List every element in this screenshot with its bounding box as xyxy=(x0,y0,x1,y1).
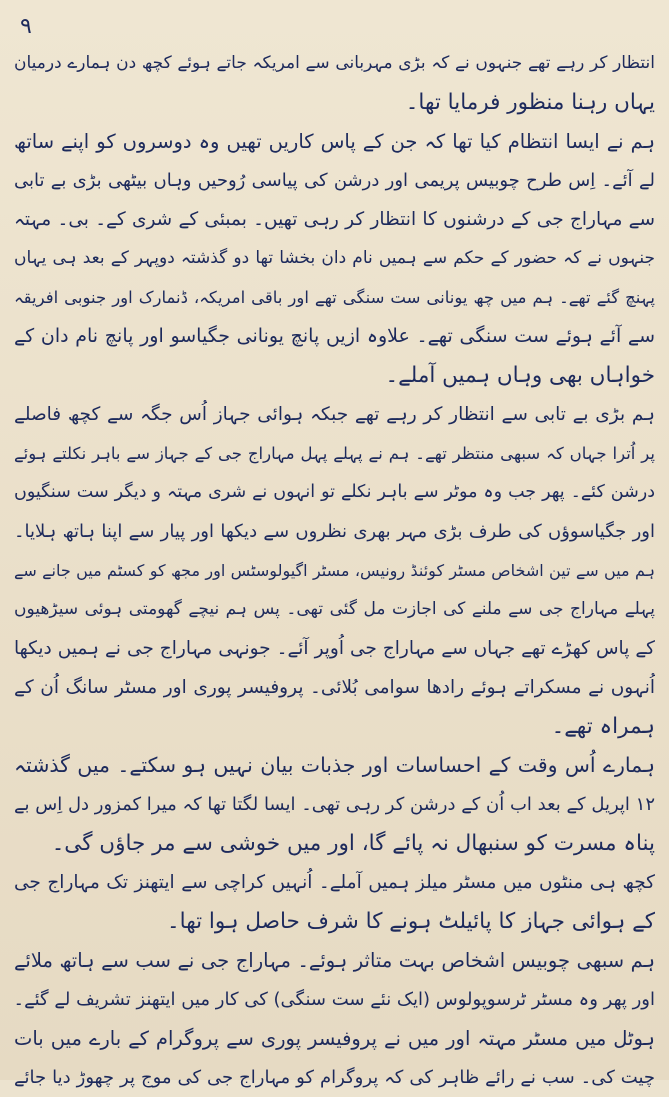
body-text xyxy=(14,44,655,1097)
text-line: کے پاس کھڑے تھے جہاں سے مہاراج جی اُوپر آئے۔ جونہی مہاراج جی نے ہمیں دیکھا xyxy=(14,638,655,659)
text-line: جنہوں نے کہ حضور کے حکم سے ہمیں نام دان بخشا تھا دو گذشتہ دوپہر کے بعد ہی یہاں xyxy=(14,248,655,268)
text-line: اور پھر وہ مسٹر ٹرسوپولوس (ایک نئے ست سنگی) کی کار میں ایتھنز تشریف لے گئے۔ xyxy=(14,989,655,1010)
page-number: ۹ xyxy=(20,14,32,39)
text-line: کچھ ہی منٹوں میں مسٹر میلز ہمیں آملے۔ اُنہیں کراچی سے ایتھنز تک مہاراج جی xyxy=(14,872,655,893)
text-line: چیت کی۔ سب نے رائے ظاہر کی کہ پروگرام کو مہاراج جی کی موج پر چھوڑ دیا جائے xyxy=(14,1067,655,1088)
text-line: ہمارے اُس وقت کے احساسات اور جذبات بیان نہیں ہو سکتے۔ میں گذشتہ xyxy=(14,753,655,777)
text-line: ہم بڑی بے تابی سے انتظار کر رہے تھے جبکہ ہوائی جہاز اُس جگہ سے کچھ فاصلے xyxy=(14,404,655,425)
text-line: کے ہوائی جہاز کا پائیلٹ ہونے کا شرف حاصل ہوا تھا۔ xyxy=(167,909,655,934)
text-line: لے آئے۔ اِس طرح چوبیس پریمی اور درشن کی پیاسی رُوحیں وہاں بیٹھی بڑی بے تابی xyxy=(14,170,655,191)
text-line: ہوٹل میں مسٹر مہتہ اور میں نے پروفیسر پوری سے پروگرام کے بارے میں بات xyxy=(14,1027,655,1050)
text-line: ہم سبھی چوبیس اشخاص بہت متاثر ہوئے۔ مہاراج جی نے سب سے ہاتھ ملائے xyxy=(14,949,655,972)
text-line: سے آئے ہوئے ست سنگی تھے۔ علاوہ ازیں پانچ یونانی جگیاسو اور پانچ نام دان کے xyxy=(14,325,655,347)
text-line: ہم نے ایسا انتظام کیا تھا کہ جن کے پاس کاریں تھیں وہ دوسروں کو اپنے ساتھ xyxy=(14,130,655,153)
text-line: اور جگیاسوؤں کی طرف بڑی مہر بھری نظروں سے دیکھا اور پیار سے اپنا ہاتھ ہلایا۔ xyxy=(14,521,655,542)
text-line: خواہاں بھی وہاں ہمیں آملے۔ xyxy=(385,363,655,388)
text-line: سے مہاراج جی کے درشنوں کا انتظار کر رہی تھیں۔ بمبئی کے شری کے۔ بی۔ مہتہ xyxy=(14,209,655,230)
text-line: پہنچ گئے تھے۔ ہم میں چھ یونانی ست سنگی تھے اور باقی امریکہ، ڈنمارک اور جنوبی افریقہ xyxy=(14,288,655,307)
text-line: ہمراہ تھے۔ xyxy=(551,714,655,739)
text-line: اُنہوں نے مسکراتے ہوئے رادھا سوامی بُلائی۔ پروفیسر پوری اور مسٹر سانگ اُن کے xyxy=(14,677,655,698)
text-line: ہم میں سے تین اشخاص مسٹر کوئنڈ رونیس، مسٹر اگیولوسٹس اور مجھ کو کسٹم میں جانے سے xyxy=(14,561,655,580)
text-line: پہلے مہاراج جی سے ملنے کی اجازت مل گئی تھی۔ پس ہم نیچے گھومتی ہوئی سیڑھیوں xyxy=(14,599,655,619)
text-line: پر اُترا جہاں کہ سبھی منتظر تھے۔ ہم نے پہلے پہل مہاراج جی کے جہاز سے باہر نکلتے ہوئے xyxy=(14,444,655,463)
text-line: یہاں رہنا منظور فرمایا تھا۔ xyxy=(405,90,655,115)
text-line: ۱۲ اپریل کے بعد اب اُن کے درشن کر رہی تھی۔ ایسا لگتا تھا کہ میرا کمزور دل اِس بے xyxy=(14,794,655,815)
text-line: انتظار کر رہے تھے جنہوں نے کہ بڑی مہربانی سے امریکہ جاتے ہوئے کچھ دن ہمارے درمیان xyxy=(14,53,655,73)
text-line: پناہ مسرت کو سنبھال نہ پائے گا، اور میں خوشی سے مر جاؤں گی۔ xyxy=(51,831,655,856)
text-line: درشن کئے۔ پھر جب وہ موٹر سے باہر نکلے تو انہوں نے شری مہتہ و دیگر ست سنگیوں xyxy=(14,482,655,502)
